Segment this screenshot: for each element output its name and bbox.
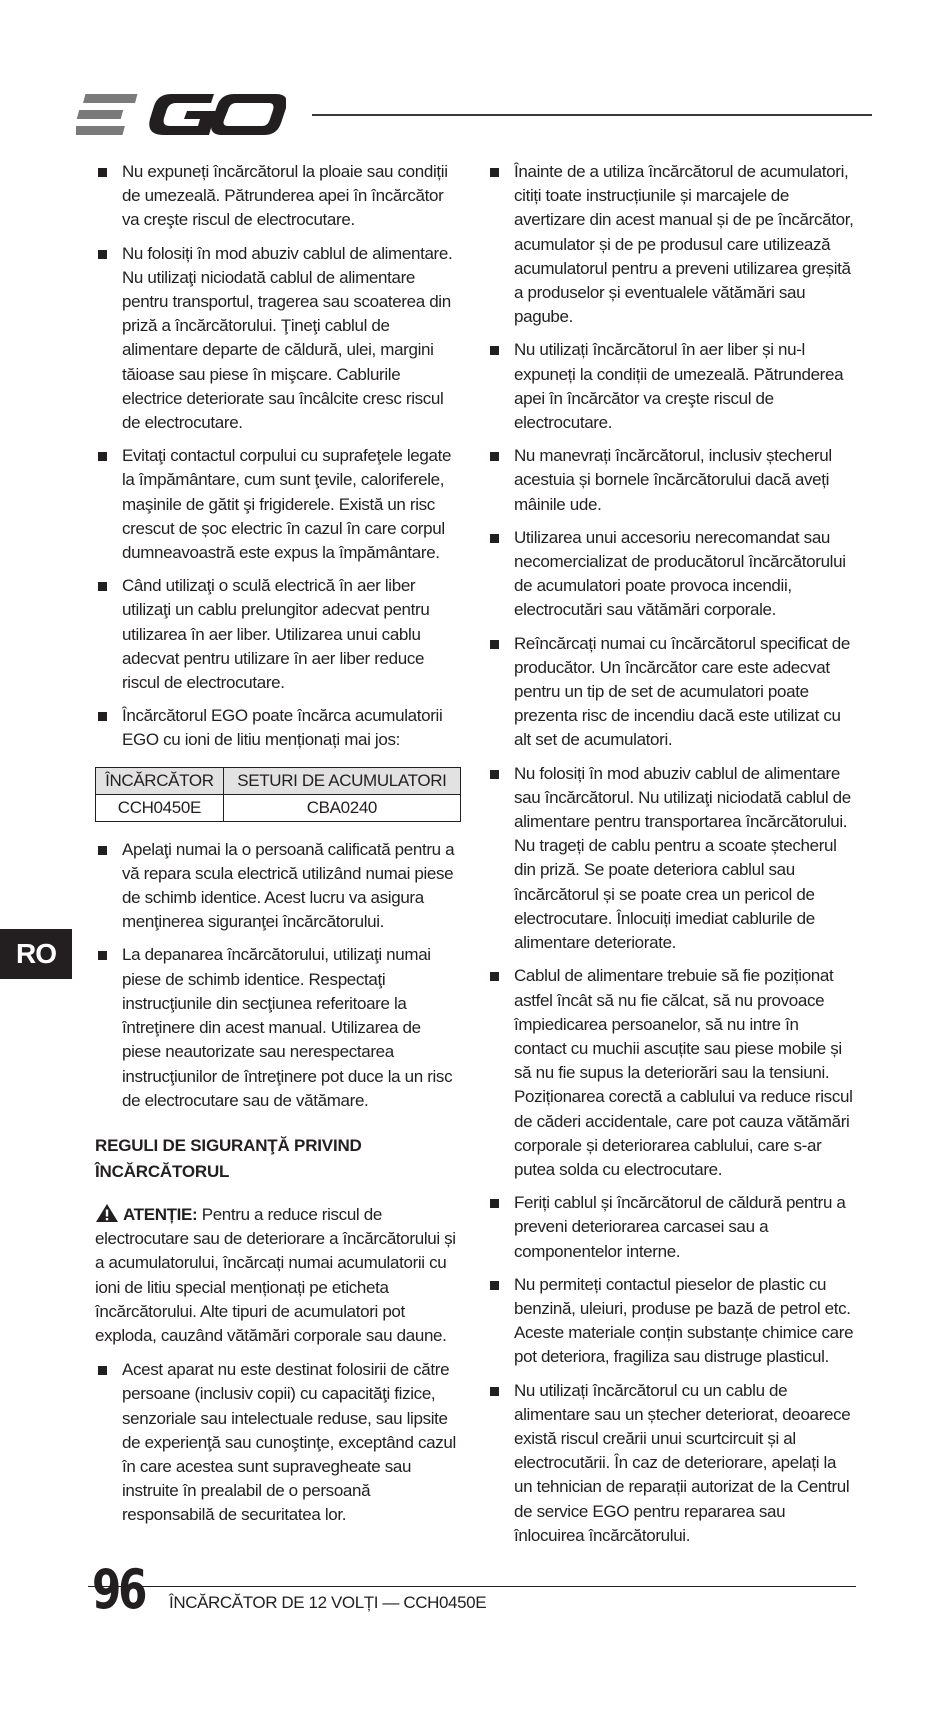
list-item [487,160,855,329]
list-item [487,444,855,517]
list-item-text: Înainte de a utiliza încărcătorul de acumulatori, citiți toate instrucțiunile și marcajele de avertizare din acest manual și de pe încărcător, acumulator și de pe produsul care utilizează acumulatorul pentru a preveni utilizarea greșită a produselor și eventualele vătămări sau pagube. [514,162,854,327]
bullet [490,1387,499,1396]
bullet [98,712,107,721]
list-item-text: Nu folosiți în mod abuziv cablul de alimentare sau încărcătorul. Nu utilizaţi niciodată cablul de alimentare pentru transportarea încărcătorului. Nu trageți de cablu pentru a scoate ștecherul din priză. Se poate deteriora cablul sau încărcătorul și se poate crea un pericol de electrocutare. Înlocuiți imediat cablurile de alimentare deteriorate. [514,763,851,953]
page-number: 96 [92,1558,145,1621]
list-item-text: Nu expuneți încărcătorul la ploaie sau condiții de umezeală. Pătrunderea apei în încărcător va creşte riscul de electrocutare. [122,162,448,230]
warning-label: ATENȚIE: [123,1204,198,1224]
bullet [98,846,107,855]
bullet [98,951,107,960]
list-item-text: Cablul de alimentare trebuie să fie poziționat astfel încât să nu fie călcat, să nu provoace împiedicarea persoanelor, să nu intre în contact cu muchii ascuțite sau piese mobile și să nu fie supus la deteriorări sau la tensiuni. Poziționarea corectă a cablului va reduce riscul de căderi accidentale, care pot cauza vătămări corporale și deteriorarea cablului, care s-ar putea solda cu electrocutare. [514,966,853,1179]
charger-table [95,767,461,822]
list-item [95,444,461,565]
bullet [490,1281,499,1290]
footer-title: ÎNCĂRCĂTOR DE 12 VOLȚI — CCH0450E [169,1593,487,1612]
list-item [95,838,461,935]
list-item-text: Nu utilizați încărcătorul cu un cablu de alimentare sau un ștecher deteriorat, deoarece există riscul creării unui scurtcircuit și al electrocutării. În caz de deteriorare, apelați la un tehnician de reparații autorizat de la Centrul de service EGO pentru repararea sau înlocuirea încărcătorului. [514,1380,851,1545]
list-item [95,574,461,695]
table-cell: CBA0240 [223,794,460,821]
list-item [487,1191,855,1264]
table-header-cell: ÎNCĂRCĂTOR [96,767,224,794]
bullet [490,1199,499,1208]
bullet [490,168,499,177]
list-item-text: Încărcătorul EGO poate încărca acumulatorii EGO cu ioni de litiu menționați mai jos: [122,706,443,750]
right-column [487,160,855,1557]
list-item [487,632,855,753]
list-item-text: Nu folosiți în mod abuziv cablul de alimentare. Nu utilizaţi niciodată cablul de alimentare pentru transportul, tragerea sau scoaterea din priză a încărcătorului. Ţineţi cablul de alimentare departe de căldură, ulei, margini tăioase sau piese în mişcare. Cablurile electrice deteriorate sau încâlcite cresc riscul de electrocutare. [122,243,453,433]
header-rule [312,114,872,116]
table-row [96,794,461,821]
bullet [98,452,107,461]
list-item-text: La depanarea încărcătorului, utilizaţi numai piese de schimb identice. Respectaţi instrucţiunile din secţiunea referitoare la întreţinere din acest manual. Utilizarea de piese neautorizate sau nerespectarea instrucţiunilor de întreţinere pot duce la un risc de electrocutare sau de vătămare. [122,945,453,1110]
bullet [490,770,499,779]
left-column [95,160,461,1537]
list-item [487,526,855,623]
list-item-text: Nu utilizați încărcătorul în aer liber și nu-l expuneți la condiții de umezeală. Pătrunderea apei în încărcător va creşte riscul de electrocutare. [514,340,844,433]
list-item [95,704,461,752]
list-item [487,1273,855,1370]
list-item-text: Acest aparat nu este destinat folosirii de către persoane (inclusiv copii) cu capacităţi fizice, senzoriale sau intelectuale reduse, sau lipsite de experienţă sau cunoştinţe, exceptând cazul în care acestea sunt supravegheate sau instruite în prealabil de o persoană responsabilă de securitatea lor. [122,1360,456,1525]
table-cell: CCH0450E [96,794,224,821]
language-tab: RO [0,929,72,979]
list-item-text: Utilizarea unui accesoriu nerecomandat sau necomercializat de producătorul încărcătorului de acumulatori poate provoca incendii, electrocutări sau vătămări corporale. [514,527,846,620]
list-item-text: Nu permiteți contactul pieselor de plastic cu benzină, uleiuri, produse pe bază de petrol etc. Aceste materiale conțin substanțe chimice care pot deteriora, fragiliza sau distruge plasticul. [514,1274,854,1367]
ego-logo [76,92,286,138]
bullet [490,972,499,981]
table-header-cell: SETURI DE ACUMULATORI [223,767,460,794]
list-item-text: Nu manevrați încărcătorul, inclusiv ștecherul acestuia și bornele încărcătorului dacă aveți mâinile ude. [514,446,832,514]
right-list [487,160,855,1548]
warning-icon [95,1203,119,1223]
list-item-text: Când utilizaţi o sculă electrică în aer liber utilizaţi un cablu prelungitor adecvat pentru utilizarea în aer liber. Utilizarea unui cablu adecvat pentru utilizare în aer liber reduce riscul de electrocutare. [122,576,430,693]
list-item [487,338,855,435]
bullet [490,640,499,649]
section-title: REGULI DE SIGURANŢĂ PRIVIND ÎNCĂRCĂTORUL [95,1135,362,1181]
list-item-text: Apelaţi numai la o persoană calificată pentru a vă repara scula electrică utilizând numai piese de schimb identice. Acest lucru va asigura menţinerea siguranţei încărcătorului. [122,839,455,932]
bullet [490,346,499,355]
list-item-text: Feriți cablul și încărcătorul de căldură pentru a preveni deteriorarea carcasei sau a componentelor interne. [514,1193,846,1261]
footer-rule [88,1586,856,1587]
list-item [95,1358,461,1527]
list-item [95,160,461,233]
left-list-2 [95,838,461,1113]
list-item-text: Evitaţi contactul corpului cu suprafeţele legate la împământare, cum sunt ţevile, caloriferele, maşinile de gătit şi frigiderele. Există un risc crescut de șoc electric în cazul în care corpul dumneavoastră este expus la împământare. [122,446,452,563]
bullet [490,452,499,461]
left-list-3 [95,1358,461,1527]
left-list-1 [95,160,461,753]
list-item [95,242,461,436]
bullet [98,168,107,177]
list-item [95,943,461,1112]
list-item [487,964,855,1182]
list-item-text: Reîncărcați numai cu încărcătorul specificat de producător. Un încărcător care este adecvat pentru un tip de set de acumulatori poate prezenta risc de incendiu dacă este utilizat cu alt set de acumulatori. [514,633,850,750]
bullet [98,250,107,259]
warning-text: Pentru a reduce riscul de electrocutare sau de deteriorare a încărcătorului și a acumulatorului, încărcați numai acumulatorii cu ioni de litiu special menționați pe eticheta încărcătorului. Alte tipuri de acumulatori pot exploda, cauzând vătămări corporale sau daune. [95,1204,456,1345]
warning-paragraph [95,1203,461,1348]
bullet [98,1366,107,1375]
bullet [490,534,499,543]
table-header-row [96,767,461,794]
list-item [487,1379,855,1548]
bullet [98,582,107,591]
list-item [487,762,855,956]
